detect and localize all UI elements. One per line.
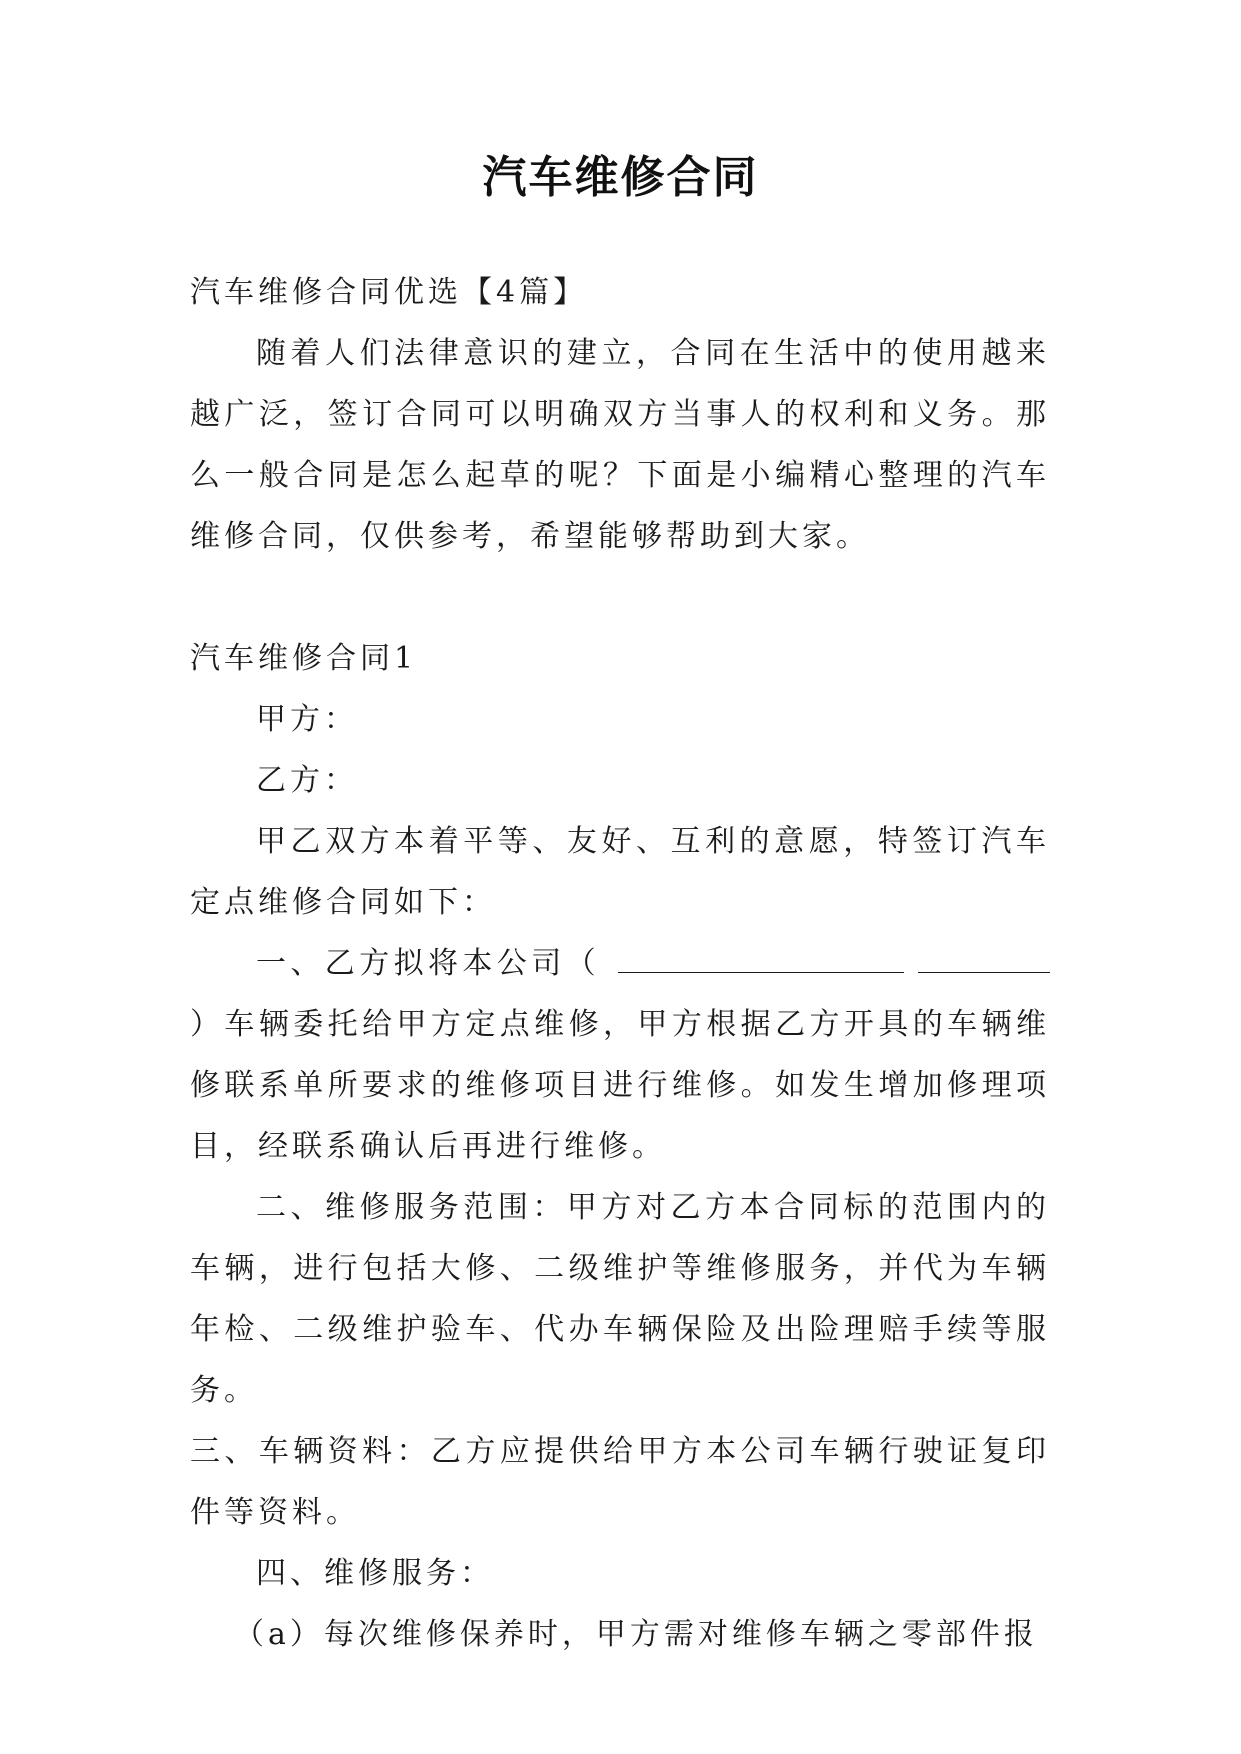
preamble-paragraph: 甲乙双方本着平等、友好、互利的意愿，特签订汽车定点维修合同如下： xyxy=(190,824,1050,920)
clause-1-rest: 车辆委托给甲方定点维修，甲方根据乙方开具的车辆维修联系单所要求的维修项目进行维修。如发生增加修理项目，经联系确认后再进行维修。 xyxy=(190,1007,1051,1164)
clause-3: 三、车辆资料：乙方应提供给甲方本公司车辆行驶证复印件等资料。 xyxy=(190,1434,1050,1530)
blank-line-long xyxy=(618,950,904,973)
clause-1 xyxy=(190,933,1050,1177)
clause-4a: （a）每次维修保养时，甲方需对维修车辆之零部件报 xyxy=(234,1617,1038,1652)
blank-line-short xyxy=(918,950,1050,973)
clause-4: 四、维修服务： xyxy=(256,1556,494,1591)
party-b-line: 乙方： xyxy=(256,763,358,798)
clause-2: 二、维修服务范围：甲方对乙方本合同标的范围内的车辆，进行包括大修、二级维护等维修服务，并代为车辆年检、二级维护验车、代办车辆保险及出险理赔手续等服务。 xyxy=(190,1190,1050,1408)
clause-1-prefix: 一、乙方拟将本公司（ xyxy=(256,946,600,981)
paragraph-gap xyxy=(190,567,1050,628)
party-a-line: 甲方： xyxy=(256,702,358,737)
document-body xyxy=(190,262,1050,1665)
document-subtitle: 汽车维修合同优选【4篇】 xyxy=(190,275,588,310)
intro-paragraph: 随着人们法律意识的建立，合同在生活中的使用越来越广泛，签订合同可以明确双方当事人的权利和义务。那么一般合同是怎么起草的呢？下面是小编精心整理的汽车维修合同，仅供参考，希望能够帮助到大家。 xyxy=(190,336,1050,554)
section-heading: 汽车维修合同1 xyxy=(190,641,418,676)
clause-1-close: ） xyxy=(190,1007,225,1042)
document-title: 汽车维修合同 xyxy=(482,152,759,203)
